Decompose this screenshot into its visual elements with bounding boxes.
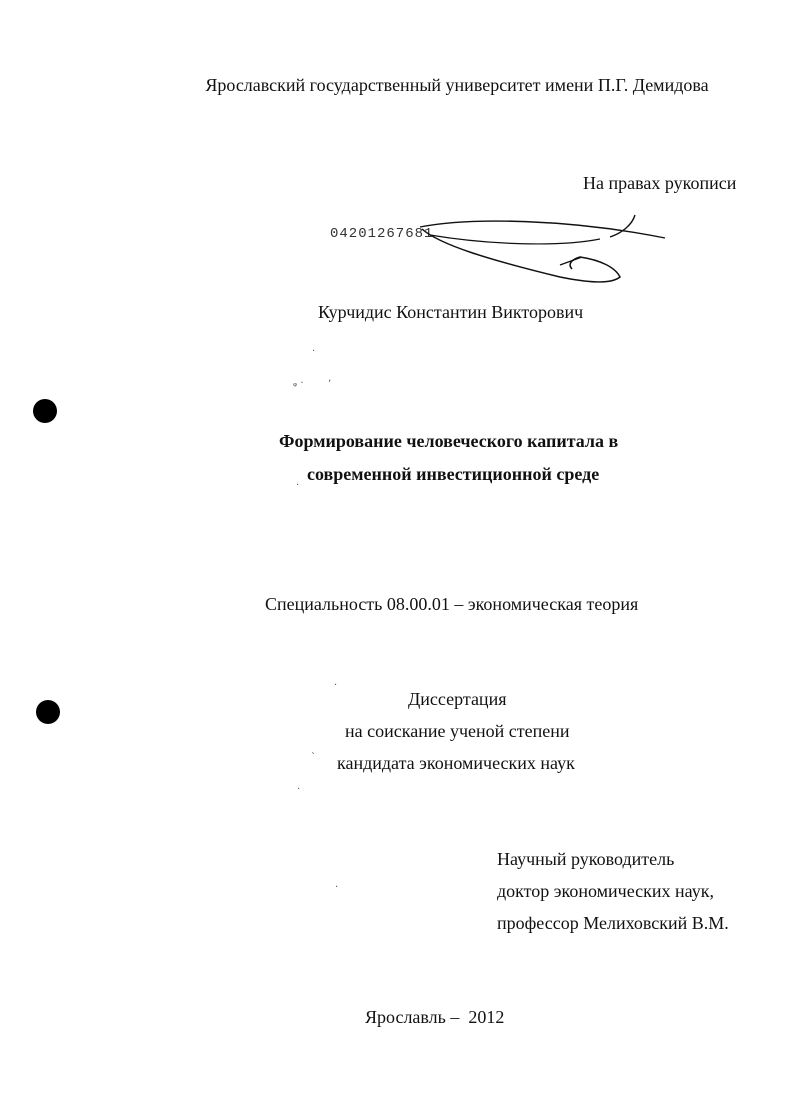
- signature: [410, 205, 680, 295]
- degree-line-3: кандидата экономических наук: [337, 753, 575, 773]
- scan-speck: ᵩ ·: [293, 378, 304, 389]
- supervisor-line-1: Научный руководитель: [497, 849, 675, 869]
- archive-number: 04201267681: [330, 226, 434, 242]
- scan-speck: ‚: [328, 373, 332, 384]
- specialty: Специальность 08.00.01 – экономическая теория: [265, 594, 639, 614]
- degree-line-1: Диссертация: [408, 689, 507, 709]
- dissertation-title-line-1: Формирование человеческого капитала в: [279, 431, 619, 451]
- manuscript-note: На правах рукописи: [583, 173, 737, 193]
- scan-speck: ·: [297, 784, 301, 795]
- dissertation-title-line-2: современной инвестиционной среде: [307, 464, 600, 484]
- scan-speck: ·: [335, 882, 339, 893]
- university-name: Ярославский государственный университет имени П.Г. Демидова: [205, 75, 709, 95]
- scan-speck: ·: [312, 346, 316, 357]
- city-year: Ярославль – 2012: [365, 1007, 505, 1027]
- author-name: Курчидис Константин Викторович: [318, 302, 584, 322]
- supervisor-line-3: профессор Мелиховский В.М.: [497, 913, 729, 933]
- scan-speck: `: [311, 752, 316, 763]
- scan-speck: ·: [296, 480, 300, 491]
- punch-hole-bottom: [36, 700, 60, 724]
- scan-speck: ·: [334, 680, 338, 691]
- degree-line-2: на соискание ученой степени: [345, 721, 570, 741]
- punch-hole-top: [33, 399, 57, 423]
- supervisor-line-2: доктор экономических наук,: [497, 881, 714, 901]
